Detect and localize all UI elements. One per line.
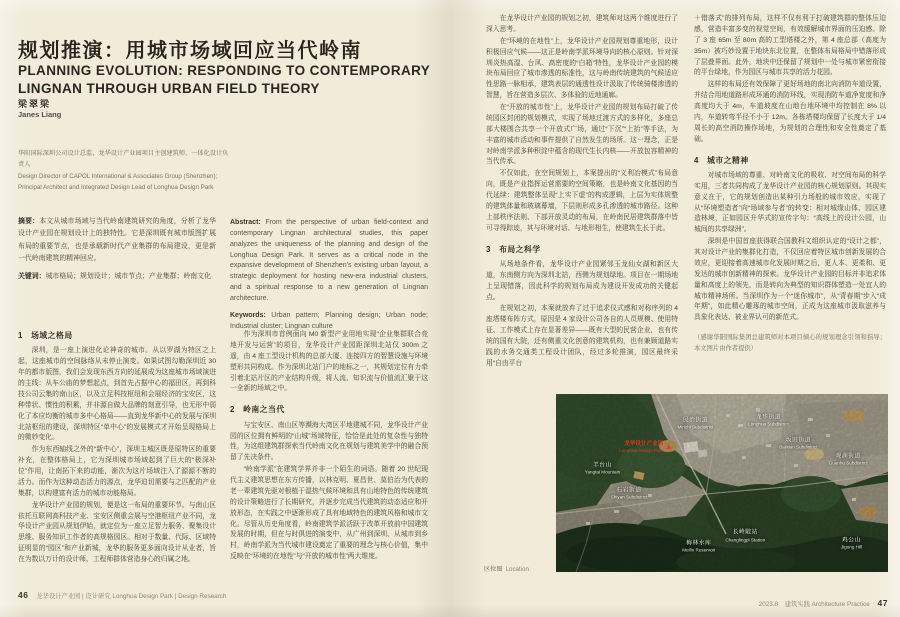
map-place-label-en: Longhua Subdistrict	[748, 421, 789, 427]
map-place-label-zh: 梅林水库	[686, 540, 712, 547]
map-place-label-zh: 民治街道	[682, 417, 709, 424]
satellite-image	[556, 394, 888, 572]
map-place-label-zh: 龙华街道	[755, 414, 782, 421]
section-heading: 2 岭南之当代	[230, 405, 285, 415]
left-footer-text: 龙华设计产业园 | 设计研究 Longhua Design Park | Design Research	[36, 593, 227, 600]
body-paragraph: 这样的布局还有效保障了更好场地的南北向消防车道设置，并结合用地道路形成环通的消防环线，实现消防车道净宽度和净高度均大于 4m，车道坡度在山地台地环境中均控制在 8% 以内，车道转弯半径不小于 12m。各栋塔楼均保留了长度大于 1/4 周长的高空消防操作场地，为规划的合理性和安全性奠定了基础。	[694, 81, 886, 143]
page-title	[18, 34, 438, 63]
abstract-label-en: Abstract:	[230, 219, 261, 226]
map-place-label-zh: 石岩街道	[616, 487, 642, 494]
article-title-en-line1: PLANNING EVOLUTION: RESPONDING TO CONTEMPORARY	[18, 63, 431, 78]
keywords-label-zh: 关键词：	[18, 273, 46, 281]
keywords-text-en: Urban pattern; Planning design; Urban node; Industrial cluster; Lingnan culture	[230, 311, 428, 330]
affiliation-zh: 华阳国际深圳公司设计总监，龙华设计产业园项目主创建筑师、一体化设计负责人	[18, 150, 229, 168]
map-caption-zh: 区位图	[484, 566, 503, 573]
map-place-label-zh: 坂田街道	[785, 437, 811, 444]
section-heading: 4 城市之精神	[694, 155, 749, 165]
right-page-footer	[640, 598, 888, 608]
map-place-label-en: Jigong Hill	[840, 544, 863, 550]
body-paragraph: 在规划之初，本案就放弃了过于追求仪式感和对称序列的 4 座塔楼布阵方式，原因是 4 家设计公司各自的人员规模、使用特征、工作模式上存在显著差异——既有大型的民营企业，也有传统的国有大院，还有侧重文化创意的建筑机构，也有兼顾道路实践的水务交通类工程设计团队，经过多轮推演，园区最终采用“自由平台	[486, 305, 678, 367]
map-place-label-zh: 羊台山	[593, 462, 612, 469]
keywords-label-en: Keywords:	[230, 311, 266, 319]
left-page-column-1	[18, 330, 216, 586]
body-paragraph: 在“环境的在地性”上，龙华设计产业园规划尊重地形，设计积极回应气候——这正是岭南学派环境导向的核心原则。针对深圳炎热高湿、台风、高密度的“白箱”特性，龙华设计产业园的模块布局回应了城市渗透的标准性，这与岭南传统建筑的气候适应性思路一脉相承，建筑表层的通透性设计汲取了传统骑楼渗透的智慧，旨在营造多层次、多体验的近地通廊。	[486, 37, 678, 100]
map-caption	[484, 564, 529, 573]
author-name-zh: 梁翠梁	[18, 99, 52, 109]
keywords-text-zh: 城市格局；规划设计；城市节点；产业集群；岭南文化	[45, 273, 211, 281]
left-page-footer	[18, 590, 226, 600]
body-paragraph: 作为东西轴线之外的“新中心”，深圳主城区既是原特区的重要补充，在整体格局上，它为深圳城市场域起到了巨大的“极深补位”作用，让南拓下来的动能，渐次为这片场域注入了源源不断的活力。而作为这种动态活力的源点，龙华迫切需要与之匹配的产业集群，以构建富有活力的城市功能格局。	[18, 446, 216, 497]
map-place-label-zh: 观湖街道	[835, 453, 861, 460]
body-paragraph: 对城市场域的尊重、对岭南文化的吸收、对空间布局的科学实用，三者共同构成了龙华设计产业园的核心规划原则。其现实意义在于，它的规划创造出某种引力场般的城市效应，实现了从“环境塑造者”向“场域参与者”的转变：相对城缘山体，园区建造林境，正如园区升华式的宣传字句：“高线上的设计公园，山城间的共享绿洲”。	[694, 171, 886, 234]
body-paragraph: 作为深圳市首例面向 M0 新型产业用地实现“企业集群联合竞地开发与运营”的项目，龙华设计产业园距深圳北站仅 300m 之遥，由 4 座工型设计机构的总部大厦、连接四方的智慧设施与环境塑形共同构成。作为深圳北站门户的地标之一，其规划定位有力牵引着北站片区的产业结构升级，将人流、知识流与价值流汇聚于这一全新的场域之中。	[230, 331, 428, 393]
abstract-text-en: From the perspective of urban field-context and contemporary Lingnan architectural studies, this paper analyzes the uniqueness of the planning and design of the Longhua Design Park. It serves as a critical node in the expansive development of Shenzhen's existing urban layout, a strategic deployment for hosting new-era industrial clusters, and a spiritual response to a new generation of Lingnan architecture.	[230, 219, 428, 302]
site-arrow-icon: ➤	[664, 441, 674, 453]
map-place-label-zh: 鸡公山	[842, 537, 861, 544]
right-page-column-1	[486, 14, 678, 390]
acknowledgement-note: （感谢华阳国际集团总建筑师对本项目倾心的规划理念引领和指导；本文图片由作者提供）	[694, 334, 886, 352]
article-title-en-line2: LINGNAN THROUGH URBAN FIELD THEORY	[18, 80, 320, 96]
map-place-label-en: Bantian Subdistrict	[779, 444, 818, 450]
site-annotation-text-en: Longhua Design Park	[619, 447, 664, 453]
body-paragraph: 在龙华设计产业园的规划之初，建筑师对这两个维度进行了深入思考。	[486, 15, 678, 33]
left-page-column-2	[230, 330, 428, 586]
right-page-column-2	[694, 14, 886, 380]
section-heading: 1 场域之格局	[18, 331, 73, 340]
body-paragraph: 在“开放的城市性”上，龙华设计产业园的规划布局打破了传统园区封闭的规划模式，实现了场地过渡方式的多样化，多座总部大楼围合共享一个开放式广场，通过“下沉”“上抬”等手法，为丰富的城市活动和事件提供了自然发生的场所。这一理念，正是对岭南学派多种积淀中蕴含的现代生长内核——开放包容精神的当代传承。	[486, 104, 678, 166]
body-paragraph: 与宝安区、南山区等濒海大湾区平地建城不同，龙华设计产业园的区位拥有鲜明的“山城”场域特征，恰恰是此处的复杂性与独特性，为这组建筑群探索当代岭南文化在规划与建筑美学中的融合预留了先决条件。	[230, 421, 428, 462]
body-paragraph: 深圳是中国首座获得联合国教科文组织认定的“设计之都”，其对设计产业的集群化打造，不仅回应着特区城市创新发展的合效应，更迎接着高速城市化发展时期之后，更人本、更柔和、更发达的城市创新精神的探索。龙华设计产业园的目标并非追求体量和高度上的领先，而是转向为典型的知识群体塑造一处宜人的城市精神场所。当深圳作为一个“迷你城市”，从“青春期”步入“成年期”，如此精心雕琢的城市空间，正成为这座城市汲取滋养与具象化表达、被业界认可的新范式。	[694, 238, 886, 322]
body-paragraph: 不仅如此，在空间规划上，本案提出的“义利冶模式”布局意向，既是产业指挥运营需要的空间策略，也是岭南文化基因的当代延续：建筑整体呈现“上实下虚”的构成逻辑，上层为实体规整的建筑体量和玻璃幕墙，下层则形成多孔渗透的城市路径。这种上部秩序法则、下部开放灵动的布局，在岭南民居建筑群落中皆可寻得踪迹，其与环境对话、与地形相生，使建筑生长于此。	[486, 170, 678, 232]
abstract-text-zh: 本文从城市场域与当代岭南建筑研究的角度，分析了龙华设计产业园在规划设计上的独特性。它是深圳既有城市版图扩展布局的重要节点，也是承载新时代产业集群的布局建设，更是新一代岭南建筑的精神回应。	[18, 218, 216, 262]
article-title-zh: 规划推演：用城市场域回应当代岭南	[18, 40, 362, 62]
article-title-en	[18, 62, 438, 98]
map-place-label-en: Meilin Reservoir	[682, 547, 716, 553]
body-paragraph: ＋错落式”的排列布局，这样不仅有利于打破建筑群的整体压迫感，营造丰富多变的视觉空间，有效缓解城市界面的压迫感。除了 3 座 65m 至 80m 高的工型塔楼之外，第 4 座总部（高度为 35m）被巧妙设置于地块东北位置，在整体布局格局中错落形成了层叠界面。此外，地块中还保留了规划中一处与城市紧密衔接的平台绿地，作为园区与城市共享的活力花园。	[694, 15, 886, 77]
abstract-label-zh: 摘要：	[18, 218, 40, 225]
author-name-en: Janes Liang	[18, 110, 62, 119]
site-annotation-text: 龙华设计产业园 Longhua Design Park	[619, 441, 664, 453]
map-place-label-en: Guanhu Subdistrict	[828, 460, 868, 466]
map-place-label-en: Yangtai Mountain	[584, 469, 621, 475]
site-annotation	[619, 441, 672, 453]
map-place-label-en: Shiyan Subdistrict	[610, 494, 648, 500]
affiliation-en: Design Director of CAPOL International & Associates Group (Shenzhen); Principal Architect and Integrated Design Lead of Longhua Design Park	[18, 173, 218, 191]
map-place-label-en: Minzhi Subdistrict	[677, 425, 714, 430]
body-paragraph: 从场地条件看，龙华设计产业园紧邻玉龙仙女湖和新区大道，东南侧方向为深圳北站，西侧为规划绿地。项目在一期场地上呈现错落，因此科学的规划布局成为建设开发成功的关键起点。	[486, 260, 678, 301]
location-map	[556, 394, 888, 572]
body-paragraph: 深圳，是一座上演进化论神奇的城市。从以罗湖为特区之上起，这座城市的空间脉络从未停止演变。如果试图勾勒深圳近 30 年的都市版图，我们会发现东西方向的延展成为这座城市场域演进的主线：从车公庙的梦想起点，到首先占据中心的福田区，再到科技公司云集的南山区，以及立足科技枢纽和会展经济的宝安区，这种带状、惯性的积累，并非源自做大品牌的刻意引导，也无形中弱化了本应均衡的城市多中心格局——直到龙华新中心的发展与深圳北站枢纽的建设，深圳特区“单中心”的发展模式才开始呈现格局上的微妙变化。	[18, 347, 216, 442]
body-paragraph: “岭南学派”在建筑学界并非一个陌生的词语。随着 20 世纪现代主义建筑思想在东方传播，以林克明、夏昌世、莫伯治为代表的老一辈建筑先驱对根植于湿热气候环境和具有山地特色的传统建筑的设计策略进行了长期研究，并逐步完成当代建筑的动态适应和开放形态，在实践之中逐渐形成了具有地域特色的建筑风格和城市文化。尽管从历史角度看，岭南建筑学派活跃于改革开放前中国建筑发展的时期，但在与时俱进的演变中，从广州到深圳、从城市到乡村，岭南学派为当代城市建设奠定了重要的理念与核心价值，集中反映在“环境的在地性”与“开放的城市性”两大维度。	[230, 466, 428, 561]
journal-name: 建筑实践 Architecture Practice	[784, 601, 870, 608]
body-paragraph: 龙华设计产业园的规划，便是这一布局的重要环节。与南山区依托互联网高科技产业、宝安区侧重会展与空港枢纽产业不同，龙华设计产业园从规划伊始，就定位为一座立足智力服务、聚集设计思维、服务知识工作者的高规格园区。相对于数量、代际、区域特征明显的“园区”和产业新城，龙华的服务更多面向设计从业者，旨在为数以万计的设计师、工程师群体营造身心的归属之地。	[18, 501, 216, 564]
map-caption-en: Location	[505, 566, 529, 573]
section-heading: 3 布局之科学	[486, 244, 541, 254]
right-page-number: 47	[877, 598, 888, 608]
map-place-label-zh: 长岭陂站	[732, 529, 758, 536]
author-affiliation	[18, 149, 234, 193]
abstract-en-block	[230, 218, 428, 332]
issue-date: 2023.8	[758, 601, 778, 608]
map-place-label-en: Changlingpi Station	[725, 537, 766, 543]
abstract-zh-block	[18, 216, 216, 283]
left-page-number: 46	[18, 590, 29, 600]
